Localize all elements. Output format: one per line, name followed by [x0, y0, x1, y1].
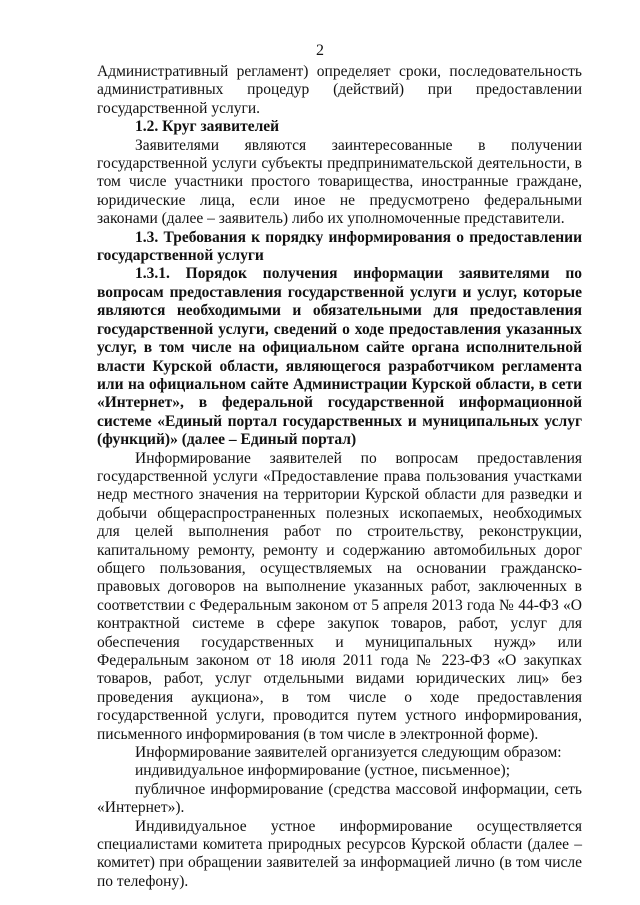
paragraph-applicants: Заявителями являются заинтересованные в получении государственной услуги субъекты предпринимательской деятельности, в том числе участники простого товарищества, иностранные граждане, юридические лица, если иное не предусмотрено федеральными законами (далее – заявитель) либо их уполномоченные представители.: [97, 136, 582, 228]
heading-information-procedure: 1.3.1. Порядок получения информации заявителями по вопросам предоставления государственной услуги и услуг, которые являются необходимыми и обязательными для предоставления государственной услуги, сведений о ходе предоставления указанных услуг, в том числе на официальном сайте органа исполнительной власти Курской области, являющегося разработчиком регламента или на официальном сайте Администрации Курской области, в сети «Интернет», в федеральной государственной информационной системе «Единый портал государственных и муниципальных услуг (функций)» (далее – Единый портал): [97, 265, 582, 449]
paragraph-individual-informing: индивидуальное информирование (устное, письменное);: [135, 762, 510, 780]
paragraph-informing-organization: Информирование заявителей организуется следующим образом:: [135, 744, 562, 762]
heading-information-requirements: 1.3. Требования к порядку информирования о предоставлении государственной услуги: [97, 228, 582, 265]
paragraph-public-informing: публичное информирование (средства массовой информации, сеть «Интернет»).: [97, 780, 582, 817]
document-body: [97, 63, 582, 891]
paragraph-oral-informing: Индивидуальное устное информирование осуществляется специалистами комитета природных ресурсов Курской области (далее – комитет) при обращении заявителей за информацией лично (в том числе по телефону).: [97, 817, 582, 890]
page-number: 2: [316, 42, 324, 59]
paragraph-regulation-purpose: Административный регламент) определяет сроки, последовательность административных процедур (действий) при предоставлении государственной услуги.: [97, 63, 582, 117]
heading-applicants: 1.2. Круг заявителей: [135, 118, 280, 136]
paragraph-informing-service: Информирование заявителей по вопросам предоставления государственной услуги «Предоставление права пользования участками недр местного значения на территории Курской области для разведки и добычи общераспространенных полезных ископаемых, необходимых для целей выполнения работ по строительству, реконструкции, капитальному ремонту, ремонту и содержанию автомобильных дорог общего пользования, осуществляемых на основании гражданско-правовых договоров на выполнение указанных работ, заключенных в соответствии с Федеральным законом от 5 апреля 2013 года № 44-ФЗ «О контрактной системе в сфере закупок товаров, работ, услуг для обеспечения государственных и муниципальных нужд» или Федеральным законом от 18 июля 2011 года № 223-ФЗ «О закупках товаров, работ, услуг отдельными видами юридических лиц» без проведения аукциона», в том числе о ходе предоставления государственной услуги, проводится путем устного информирования, письменного информирования (в том числе в электронной форме).: [97, 449, 582, 743]
